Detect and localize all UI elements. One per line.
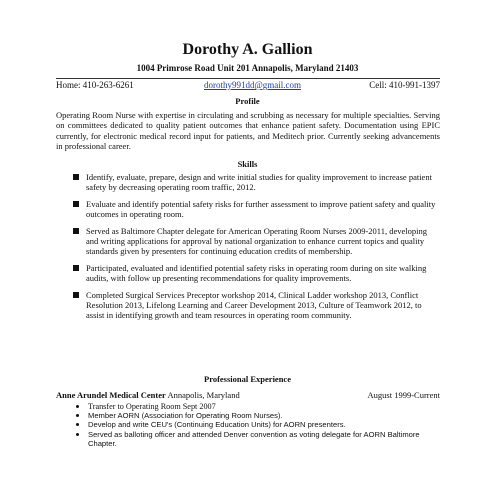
employer-name: Anne Arundel Medical Center [56,390,166,400]
skill-text: Completed Surgical Services Preceptor workshop 2014, Clinical Ladder workshop 2013, Conflict Resolution 2013, Lifelong Learning and Career Development 2013, Culture of Teamwork 2012, to assist in identifying growth and team resources in operating room community. [86,289,422,321]
skill-item [70,263,440,284]
employment-dates: August 1999-Current [367,390,440,400]
skill-text: Identify, evaluate, prepare, design and write initial studies for quality improvement to increase patient safety by decreasing operating room traffic, 2012. [86,172,432,193]
skill-text: Evaluate and identify potential safety risks for further assessment to improve patient safety and quality outcomes in operating room. [86,198,436,220]
profile-heading: Profile [235,96,260,106]
experience-heading: Professional Experience [204,374,291,384]
bullet-icon [76,433,79,436]
employer-row [56,390,440,400]
skill-item [70,226,440,257]
cell-phone: Cell: 410-991-1397 [369,80,440,90]
bullet-icon [76,414,79,417]
bullet-icon [76,423,79,426]
skills-heading: Skills [237,159,258,169]
skill-text: Served as Baltimore Chapter delegate for American Operating Room Nurses 2009-2011, developing and writing applications for approval by national organization to enhance current topics and quality standards given by presenters for continuing education credits of membership. [86,225,428,257]
employer-location: Annapolis, Maryland [167,390,240,400]
job-item [74,402,440,411]
home-phone: Home: 410-263-6261 [56,80,134,90]
square-bullet-icon [73,265,79,271]
header-divider [56,78,440,79]
skill-item [70,172,440,193]
skill-text: Participated, evaluated and identified potential safety risks in operating room during on site walking audits, with follow up presenting recommendations for quality improvements. [86,262,427,284]
square-bullet-icon [73,228,79,234]
job-text: Develop and write CEU's (Continuing Education Units) for AORN presenters. [88,420,346,430]
job-text: Transfer to Operating Room Sept 2007 [88,402,216,411]
job-text: Member AORN (Association for Operating Room Nurses). [88,411,283,421]
square-bullet-icon [73,201,79,207]
job-text: Served as balloting officer and attended Denver convention as voting delegate for AORN Baltimore Chapter. [88,429,420,448]
square-bullet-icon [73,174,79,180]
job-item [74,411,440,420]
skill-item [70,199,440,220]
square-bullet-icon [73,292,79,298]
job-item [74,430,440,448]
profile-text: Operating Room Nurse with expertise in circulating and scrubbing as necessary for multiple specialties. Serving on committees dedicated to quality patient outcomes that enhance patient safety. Documentation using EPIC currently, for electronic medical record input for patients, and Meditech prior. Currently seeking advancements in professional career. [56,110,440,152]
email-link[interactable]: dorothy991dd@gmail.com [204,80,302,90]
address-line: 1004 Primrose Road Unit 201 Annapolis, Maryland 21403 [136,63,359,73]
job-duties-list [74,402,440,448]
candidate-name: Dorothy A. Gallion [182,41,313,58]
skills-list [70,172,440,327]
bullet-icon [76,405,79,408]
skill-item [70,290,440,321]
job-item [74,420,440,429]
